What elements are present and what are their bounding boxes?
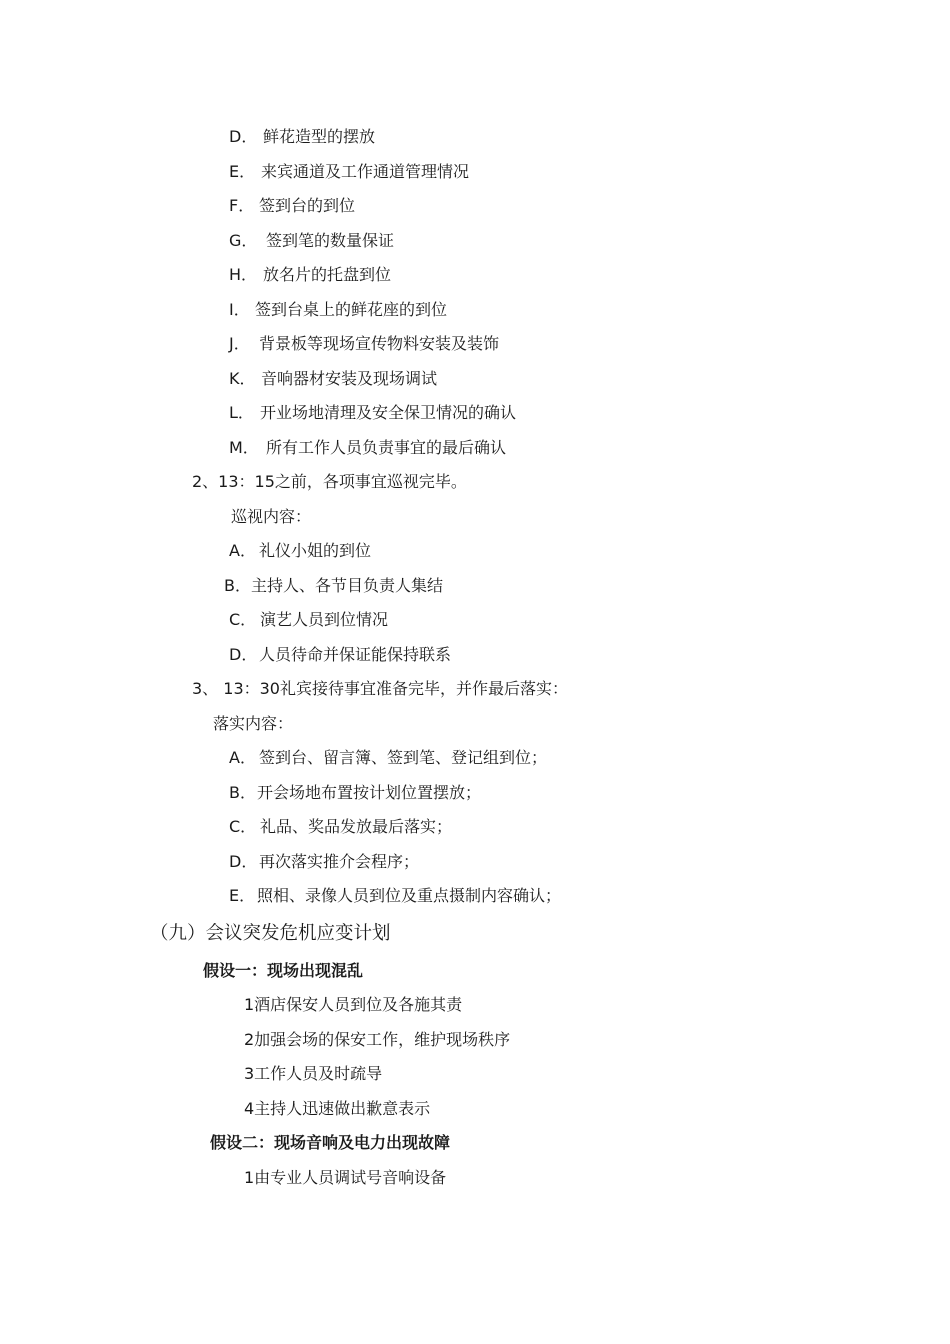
list-item-text: 签到台的到位 — [259, 196, 356, 215]
list-item — [229, 369, 437, 389]
list-item — [229, 610, 388, 630]
list-item-text: 签到台桌上的鲜花座的到位 — [255, 300, 448, 319]
list-item-text: 开业场地清理及安全保卫情况的确认 — [260, 403, 517, 422]
list-item — [229, 196, 355, 216]
list-marker: G． — [229, 231, 258, 250]
list-item — [229, 300, 447, 320]
list-marker: K． — [229, 369, 256, 388]
list-marker: I． — [229, 300, 250, 319]
list-item: 2加强会场的保安工作，维护现场秩序 — [244, 1030, 511, 1049]
list-marker: J． — [229, 334, 250, 353]
list-marker: M． — [229, 438, 259, 457]
list-item-text: 照相、录像人员到位及重点摄制内容确认； — [257, 886, 562, 905]
list-marker: C． — [229, 610, 257, 629]
list-item-text: 签到笔的数量保证 — [266, 231, 395, 250]
list-marker: A． — [229, 541, 256, 560]
hypothesis-1-title: 假设一：现场出现混乱 — [203, 961, 364, 980]
list-item — [229, 645, 451, 665]
list-item — [229, 403, 516, 423]
list-item — [229, 886, 561, 906]
hypothesis-2-title: 假设二：现场音响及电力出现故障 — [210, 1133, 451, 1152]
list-item-text: 礼品、奖品发放最后落实； — [260, 817, 453, 836]
list-item: 1酒店保安人员到位及各施其责 — [244, 995, 463, 1014]
list-item — [229, 852, 419, 872]
list-marker: F． — [229, 196, 255, 215]
list-item-text: 演艺人员到位情况 — [260, 610, 389, 629]
list-item-text: 主持人、各节目负责人集结 — [251, 576, 444, 595]
list-item — [229, 783, 481, 803]
list-marker: B． — [229, 783, 256, 802]
list-marker: C． — [229, 817, 257, 836]
step-3-text: 3、 13：30礼宾接待事宜准备完毕，并作最后落实： — [192, 679, 568, 698]
list-marker: L． — [229, 403, 254, 422]
list-marker: D． — [229, 852, 258, 871]
list-marker: H． — [229, 265, 258, 284]
step-3-label: 落实内容： — [213, 714, 294, 733]
list-item — [229, 127, 375, 147]
list-item: 3工作人员及时疏导 — [244, 1064, 383, 1083]
list-item — [229, 438, 506, 458]
list-item-text: 放名片的托盘到位 — [263, 265, 392, 284]
section-heading: （九）会议突发危机应变计划 — [150, 923, 391, 944]
list-item-text: 再次落实推介会程序； — [259, 852, 420, 871]
list-item-text: 签到台、留言簿、签到笔、登记组到位； — [259, 748, 548, 767]
list-item — [229, 334, 499, 354]
list-item-text: 音响器材安装及现场调试 — [261, 369, 438, 388]
list-item — [224, 576, 443, 596]
list-item-text: 来宾通道及工作通道管理情况 — [261, 162, 470, 181]
list-marker: D． — [229, 127, 258, 146]
list-item-text: 鲜花造型的摆放 — [263, 127, 376, 146]
list-item — [229, 748, 547, 768]
list-item — [229, 817, 452, 837]
list-marker: D． — [229, 645, 258, 664]
list-item-text: 所有工作人员负责事宜的最后确认 — [266, 438, 507, 457]
list-item — [229, 231, 394, 251]
list-marker: B． — [224, 576, 251, 595]
list-item-text: 背景板等现场宣传物料安装及装饰 — [259, 334, 500, 353]
list-item-text: 开会场地布置按计划位置摆放； — [257, 783, 482, 802]
list-item — [229, 541, 371, 561]
list-item — [229, 162, 469, 182]
list-item-text: 礼仪小姐的到位 — [259, 541, 372, 560]
step-2-text: 2、13：15之前，各项事宜巡视完毕。 — [192, 472, 467, 491]
list-item-text: 人员待命并保证能保持联系 — [259, 645, 452, 664]
step-2-label: 巡视内容： — [231, 507, 312, 526]
list-item — [229, 265, 391, 285]
list-marker: E． — [229, 162, 256, 181]
list-item: 1由专业人员调试号音响设备 — [244, 1168, 447, 1187]
list-marker: E． — [229, 886, 256, 905]
list-item: 4主持人迅速做出歉意表示 — [244, 1099, 431, 1118]
list-marker: A． — [229, 748, 256, 767]
